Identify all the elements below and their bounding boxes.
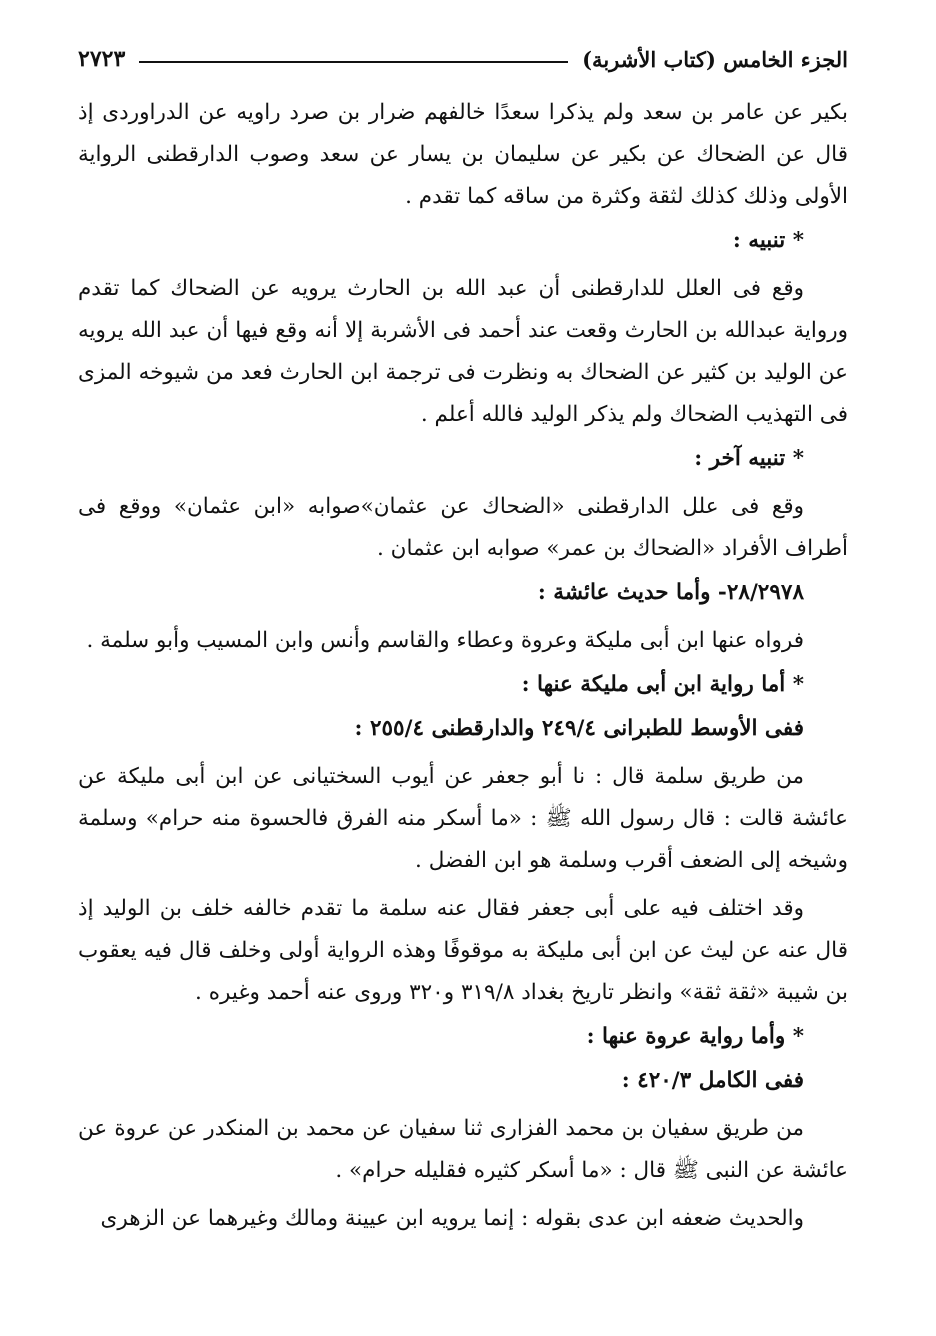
header-title: الجزء الخامس (كتاب الأشربة): [582, 46, 848, 72]
paragraph: فرواه عنها ابن أبى مليكة وعروة وعطاء والقاسم وأنس وابن المسيب وأبو سلمة .: [86, 628, 804, 653]
section-heading: ففى الكامل ٤٢٠/٣ :: [621, 1068, 804, 1093]
paragraph: وقع فى علل الدارقطنى «الضحاك عن عثمان»صوابه «ابن عثمان» ووقع فى أطراف الأفراد «الضحاك بن عمر» صوابه ابن عثمان .: [78, 494, 848, 561]
body-text: [78, 92, 848, 1240]
paragraph: وقد اختلف فيه على أبى جعفر فقال عنه سلمة ما تقدم خالفه خلف بن الوليد إذ قال عنه عن ليث عن ابن أبى مليكة به موقوفًا وهذه الرواية أولى وخلف قال فيه يعقوب بن شيبة «ثقة ثقة» وانظر تاريخ بغداد ٣١٩/٨ و٣٢٠ وروى عنه أحمد وغيره .: [78, 896, 848, 1005]
section-heading: * وأما رواية عروة عنها :: [586, 1024, 804, 1049]
paragraph: والحديث ضعفه ابن عدى بقوله : إنما يرويه ابن عيينة ومالك وغيرهما عن الزهرى: [100, 1206, 804, 1231]
section-heading: * أما رواية ابن أبى مليكة عنها :: [521, 672, 804, 697]
section-heading: ففى الأوسط للطبرانى ٢٤٩/٤ والدارقطنى ٢٥٥/٤ :: [354, 716, 804, 741]
header-rule: [139, 61, 568, 63]
section-heading: * تنبيه آخر :: [694, 446, 804, 471]
paragraph: من طريق سلمة قال : نا أبو جعفر عن أيوب السختيانى عن ابن أبى مليكة عن عائشة قالت : قال رسول الله ﷺ : «ما أسكر منه الفرق فالحسوة منه حرام» وسلمة وشيخه إلى الضعف أقرب وسلمة هو ابن الفضل .: [78, 764, 848, 873]
paragraph: وقع فى العلل للدارقطنى أن عبد الله بن الحارث يرويه عن الضحاك كما تقدم ورواية عبدالله بن الحارث وقعت عند أحمد فى الأشربة إلا أنه وقع فيها أن عبد الله يرويه عن الوليد بن كثير عن الضحاك به ونظرت فى ترجمة ابن الحارث فعد من شيوخه المزى فى التهذيب الضحاك ولم يذكر الوليد فالله أعلم .: [78, 276, 848, 427]
section-heading: ٢٨/٢٩٧٨- وأما حديث عائشة :: [537, 580, 804, 605]
page-number: ٢٧٢٣: [78, 46, 126, 72]
paragraph: بكير عن عامر بن سعد ولم يذكرا سعدًا خالفهم ضرار بن صرد راويه عن الدراوردى إذ قال عن الضحاك عن بكير عن سليمان بن يسار عن سعد وصوب الدارقطنى الرواية الأولى وذلك كذلك لثقة وكثرة من ساقه كما تقدم .: [78, 100, 848, 209]
paragraph: من طريق سفيان بن محمد الفزارى ثنا سفيان عن محمد بن المنكدر عن عروة عن عائشة عن النبى ﷺ قال : «ما أسكر كثيره فقليله حرام» .: [78, 1116, 848, 1183]
section-heading: * تنبيه :: [732, 228, 804, 253]
running-header: [78, 40, 848, 78]
document-page: [78, 40, 848, 1240]
